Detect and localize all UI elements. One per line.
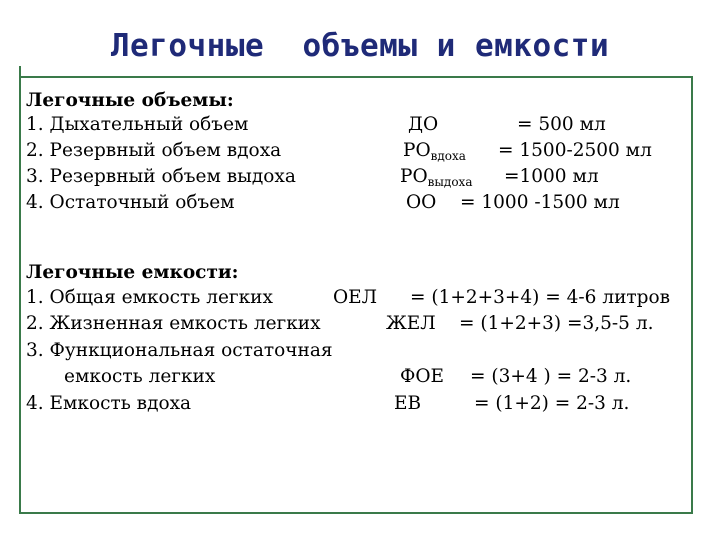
capacity-value-1: = (1+2+3+4) = 4-6 литров <box>410 287 671 308</box>
volume-abbr-4: ОО <box>406 192 437 213</box>
capacity-abbr-1: ОЕЛ <box>333 287 378 308</box>
volume-value-3: =1000 мл <box>504 166 599 187</box>
volume-label-3: 3. Резервный объем выдоха <box>26 166 296 187</box>
capacity-abbr-2: ЖЕЛ <box>386 313 436 334</box>
capacity-label-4: 4. Емкость вдоха <box>26 393 192 414</box>
volumes-heading: Легочные объемы: <box>26 90 234 111</box>
capacity-value-3: = (3+4 ) = 2-3 л. <box>470 366 632 387</box>
volume-value-1: = 500 мл <box>517 114 606 135</box>
volume-label-4: 4. Остаточный объем <box>26 192 235 213</box>
volume-label-2: 2. Резервный объем вдоха <box>26 140 282 161</box>
volume-value-4: = 1000 -1500 мл <box>460 192 620 213</box>
volume-abbr-2: $РО_{вдоха}$ <box>403 140 466 163</box>
capacities-heading: Легочные емкости: <box>26 262 239 283</box>
capacity-label-3: 3. Функциональная остаточная <box>26 340 333 361</box>
volume-value-2: = 1500-2500 мл <box>498 140 652 161</box>
capacity-label-3-cont: емкость легких <box>64 366 216 387</box>
volume-abbr-1: ДО <box>408 114 439 135</box>
volume-label-1: 1. Дыхательный объем <box>26 114 249 135</box>
frame-tick <box>19 66 21 76</box>
capacity-abbr-4: ЕВ <box>394 393 422 414</box>
capacity-label-1: 1. Общая емкость легких <box>26 287 273 308</box>
capacity-value-2: = (1+2+3) =3,5-5 л. <box>459 313 654 334</box>
page-title: Легочные объемы и емкости <box>110 28 610 64</box>
volume-abbr-3: $РО_{выдоха}$ <box>400 166 473 189</box>
capacity-label-2: 2. Жизненная емкость легких <box>26 313 321 334</box>
capacity-abbr-3: ФОЕ <box>400 366 445 387</box>
capacity-value-4: = (1+2) = 2-3 л. <box>474 393 630 414</box>
